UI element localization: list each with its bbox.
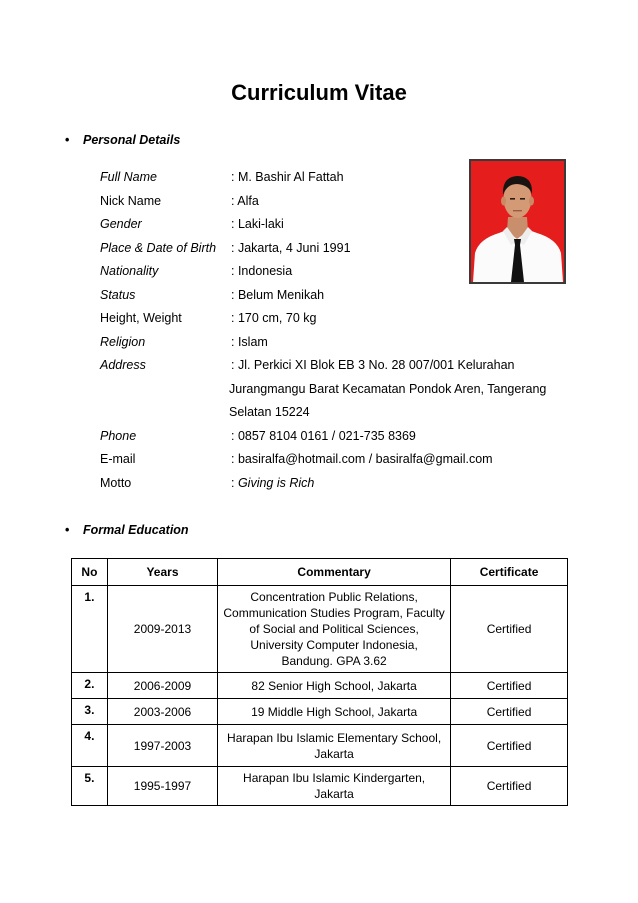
row-commentary: Concentration Public Relations, Communication Studies Program, Faculty of Social and Political Sciences, University Computer Indonesia, Bandung. GPA 3.62 — [218, 586, 451, 673]
detail-value: : 170 cm, 70 kg — [231, 311, 317, 325]
row-certificate: Certified — [451, 673, 568, 699]
personal-details-heading — [65, 133, 181, 147]
detail-row-religion — [100, 331, 540, 355]
col-commentary-header: Commentary — [218, 559, 451, 586]
row-years: 2006-2009 — [107, 673, 217, 699]
person-portrait-icon — [471, 161, 564, 282]
table-header-row — [72, 559, 568, 586]
detail-value: : M. Bashir Al Fattah — [231, 170, 344, 184]
detail-value: : 0857 8104 0161 / 021-735 8369 — [231, 428, 416, 443]
row-commentary: 82 Senior High School, Jakarta — [218, 673, 451, 699]
table-row — [72, 673, 568, 699]
row-no: 3. — [72, 699, 108, 725]
profile-photo — [469, 159, 566, 284]
bullet-icon: • — [65, 523, 70, 537]
bullet-icon: • — [65, 133, 70, 147]
detail-label: E-mail — [100, 452, 136, 466]
detail-label: Motto — [100, 475, 132, 490]
detail-label: Religion — [100, 334, 146, 349]
row-no: 5. — [72, 767, 108, 806]
formal-education-label: Formal Education — [83, 523, 189, 537]
row-certificate: Certified — [451, 699, 568, 725]
detail-label: Place & Date of Birth — [100, 240, 217, 255]
table-row — [72, 586, 568, 673]
address-continuation — [100, 378, 547, 402]
detail-value: : Jakarta, 4 Juni 1991 — [231, 240, 351, 255]
row-years: 1997-2003 — [107, 725, 217, 767]
row-certificate: Certified — [451, 767, 568, 806]
row-years: 1995-1997 — [107, 767, 217, 806]
row-no: 2. — [72, 673, 108, 699]
detail-row-motto — [100, 472, 540, 496]
row-years: 2003-2006 — [107, 699, 217, 725]
detail-row-email — [100, 448, 540, 472]
detail-label: Status — [100, 287, 136, 302]
row-commentary: 19 Middle High School, Jakarta — [218, 699, 451, 725]
row-commentary: Harapan Ibu Islamic Kindergarten, Jakarta — [218, 767, 451, 806]
row-no: 1. — [72, 586, 108, 673]
detail-value: : Giving is Rich — [231, 475, 315, 490]
detail-row-height-weight — [100, 307, 540, 331]
detail-value: : Jl. Perkici XI Blok EB 3 No. 28 007/001 Kelurahan — [231, 358, 515, 372]
detail-label: Nationality — [100, 264, 159, 278]
formal-education-heading — [65, 523, 189, 537]
detail-value: : Belum Menikah — [231, 287, 325, 302]
detail-row-address — [100, 354, 540, 378]
detail-value: : Islam — [231, 334, 268, 349]
detail-value: Selatan 15224 — [229, 405, 310, 419]
detail-value: Jurangmangu Barat Kecamatan Pondok Aren, Tangerang — [229, 381, 547, 396]
col-no-header: No — [72, 559, 108, 586]
detail-label: Gender — [100, 217, 142, 231]
col-certificate-header: Certificate — [451, 559, 568, 586]
row-certificate: Certified — [451, 586, 568, 673]
row-years: 2009-2013 — [107, 586, 217, 673]
detail-value: : basiralfa@hotmail.com / basiralfa@gmail.com — [231, 452, 493, 466]
personal-details-label: Personal Details — [83, 133, 181, 147]
detail-label: Full Name — [100, 170, 157, 184]
detail-label: Phone — [100, 428, 137, 443]
row-commentary: Harapan Ibu Islamic Elementary School, Jakarta — [218, 725, 451, 767]
page-title: Curriculum Vitae — [231, 80, 407, 105]
table-row — [72, 767, 568, 806]
detail-value: : Laki-laki — [231, 217, 284, 231]
detail-row-phone — [100, 425, 540, 449]
table-row — [72, 725, 568, 767]
detail-label: Height, Weight — [100, 311, 182, 325]
education-table — [71, 558, 568, 806]
detail-value: : Indonesia — [231, 264, 293, 278]
table-row — [72, 699, 568, 725]
row-certificate: Certified — [451, 725, 568, 767]
detail-label: Nick Name — [100, 193, 162, 208]
detail-label: Address — [100, 358, 146, 372]
detail-row-status — [100, 284, 540, 308]
address-continuation — [100, 401, 540, 425]
col-years-header: Years — [107, 559, 217, 586]
detail-value: : Alfa — [231, 193, 259, 208]
row-no: 4. — [72, 725, 108, 767]
